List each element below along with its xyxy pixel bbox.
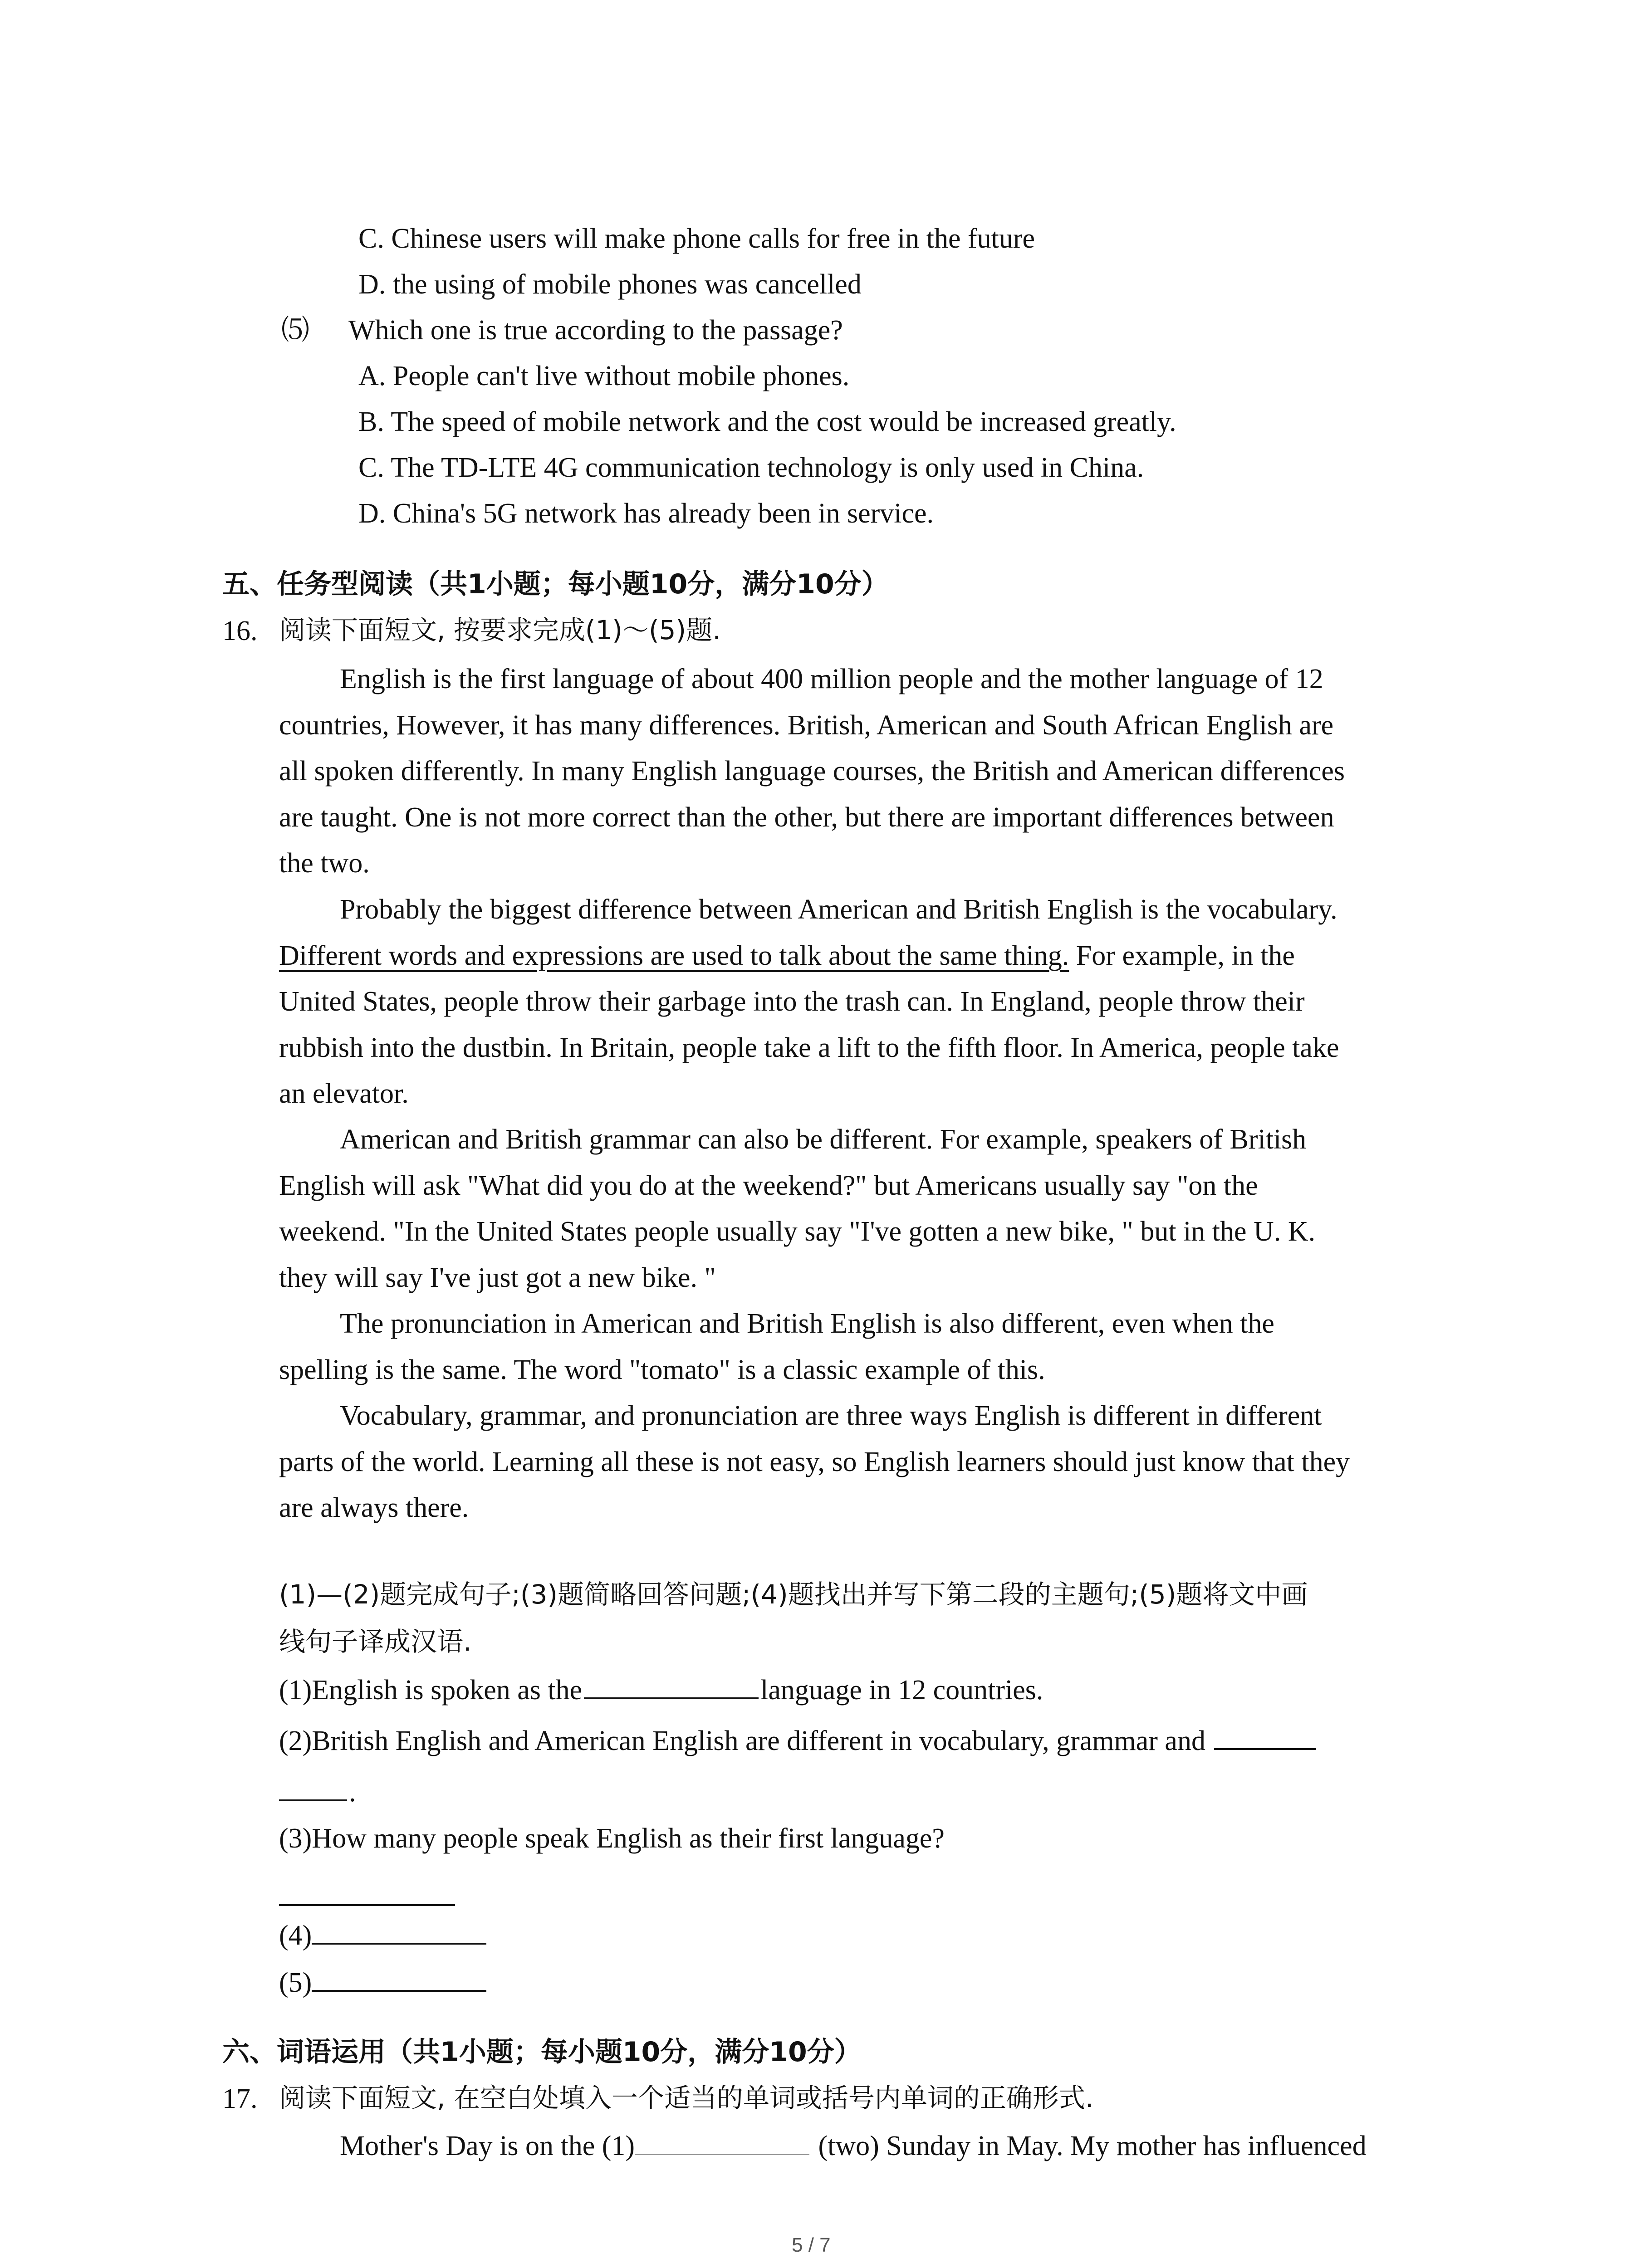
passage-paragraph-3 — [279, 1117, 1459, 1301]
task-4-label: (4) — [279, 1920, 312, 1951]
passage-line: the two. — [279, 848, 370, 879]
task-1-answer-blank[interactable] — [584, 1694, 759, 1699]
passage-paragraph-4 — [279, 1301, 1459, 1393]
passage-line: parts of the world. Learning all these is not easy, so English learners should just know that they — [279, 1446, 1350, 1477]
q16-instruction: 阅读下面短文, 按要求完成(1)～(5)题. — [279, 615, 721, 645]
task-instruction-line-2: 线句子译成汉语. — [279, 1626, 472, 1657]
q15-4-option-c: C. Chinese users will make phone calls for free in the future — [358, 223, 1035, 254]
page-number: 5 / 7 — [792, 2234, 831, 2256]
passage-line: American and British grammar can also be different. For example, speakers of British — [340, 1124, 1307, 1155]
task-5-answer-blank[interactable] — [312, 1986, 486, 1992]
passage-line: English will ask "What did you do at the weekend?" but Americans usually say "on the — [279, 1170, 1258, 1201]
passage-paragraph-2 — [279, 887, 1459, 1117]
q15-4-option-d: D. the using of mobile phones was cancelled — [358, 269, 862, 300]
passage-line — [279, 933, 1459, 979]
section6-heading: 六、词语运用（共1小题；每小题10分，满分10分） — [222, 2036, 862, 2068]
task-2-answer-blank[interactable] — [1214, 1745, 1316, 1750]
task-1-suffix: language in 12 countries. — [760, 1675, 1043, 1706]
passage-line: countries, However, it has many differences. British, American and South African English are — [279, 709, 1334, 741]
q15-5-question: Which one is true according to the passage? — [348, 315, 843, 346]
task-2-period: . — [349, 1777, 356, 1808]
task-5-label: (5) — [279, 1967, 312, 1998]
task-1 — [279, 1676, 1043, 1704]
passage-line: Probably the biggest difference between American and British English is the vocabulary. — [340, 894, 1337, 925]
section5-heading: 五、任务型阅读（共1小题；每小题10分，满分10分） — [222, 568, 889, 600]
task-2-continued — [279, 1778, 356, 1806]
task-2-answer-blank-cont[interactable] — [279, 1796, 347, 1801]
q15-5-option-d: D. China's 5G network has already been in service. — [358, 498, 934, 529]
passage-line: are taught. One is not more correct than the other, but there are important differences between — [279, 802, 1334, 833]
task-1-prefix: (1)English is spoken as the — [279, 1675, 583, 1706]
passage-line: they will say I've just got a new bike. " — [279, 1262, 716, 1293]
task-4-answer-blank[interactable] — [312, 1939, 486, 1945]
passage-line: spelling is the same. The word "tomato" is a classic example of this. — [279, 1354, 1045, 1385]
passage-line-rest: For example, in the — [1069, 940, 1295, 971]
passage-line: The pronunciation in American and British English is also different, even when the — [340, 1308, 1274, 1339]
passage-line: Vocabulary, grammar, and pronunciation are three ways English is different in different — [340, 1400, 1322, 1431]
task-3-question: (3)How many people speak English as their first language? — [279, 1823, 945, 1854]
passage-line: are always there. — [279, 1492, 469, 1523]
task-5 — [279, 1969, 488, 1997]
passage-line: all spoken differently. In many English language courses, the British and American differences — [279, 756, 1345, 787]
task-instruction-line-1: (1)—(2)题完成句子;(3)题简略回答问题;(4)题找出并写下第二段的主题句;(5)题将文中画 — [279, 1579, 1308, 1610]
passage-line: United States, people throw their garbage into the trash can. In England, people throw their — [279, 986, 1305, 1017]
q17-line-suffix: (two) Sunday in May. My mother has influenced — [811, 2131, 1367, 2161]
passage-paragraph-1 — [279, 656, 1459, 887]
passage-line: weekend. "In the United States people usually say "I've gotten a new bike, " but in the U. K. — [279, 1216, 1316, 1247]
q15-5-number: ⑸ — [281, 315, 310, 346]
task-3-answer-blank[interactable] — [279, 1904, 455, 1906]
q16-number: 16. — [222, 616, 258, 646]
q17-number: 17. — [222, 2083, 258, 2114]
task-4 — [279, 1921, 488, 1950]
q17-passage-line — [340, 2132, 1367, 2160]
underlined-sentence: Different words and expressions are used to talk about the same thing. — [279, 940, 1069, 971]
q17-blank-1[interactable] — [635, 2151, 809, 2155]
q15-5-option-a: A. People can't live without mobile phones. — [358, 361, 850, 391]
passage-line: an elevator. — [279, 1078, 409, 1109]
q15-5-option-c: C. The TD-LTE 4G communication technology is only used in China. — [358, 452, 1144, 483]
q15-5-option-b: B. The speed of mobile network and the cost would be increased greatly. — [358, 406, 1176, 437]
q17-instruction: 阅读下面短文, 在空白处填入一个适当的单词或括号内单词的正确形式. — [279, 2082, 1094, 2113]
task-2 — [279, 1727, 1318, 1755]
passage-line: rubbish into the dustbin. In Britain, people take a lift to the fifth floor. In America, people take — [279, 1032, 1339, 1063]
passage-paragraph-5 — [279, 1393, 1459, 1531]
passage-line: English is the first language of about 400 million people and the mother language of 12 — [340, 664, 1323, 694]
task-2-prefix: (2)British English and American English are different in vocabulary, grammar and — [279, 1725, 1205, 1756]
q17-line-prefix: Mother's Day is on the (1) — [340, 2131, 635, 2161]
